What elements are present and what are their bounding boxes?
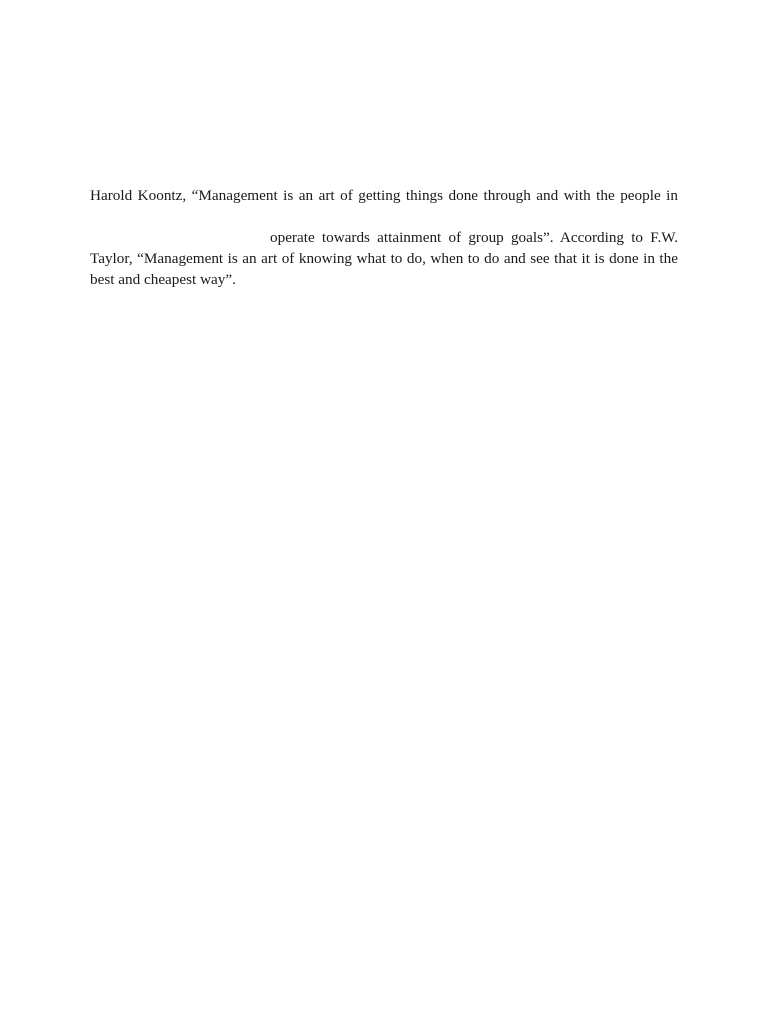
paragraph-line-1: Harold Koontz, “Management is an art of getting things done through and with the people in xyxy=(90,187,678,204)
paragraph-line-2: operate towards attainment of group goals”. According to F.W. xyxy=(270,229,678,246)
paragraph-line-4: best and cheapest way”. xyxy=(90,271,236,288)
paragraph-line-3: Taylor, “Management is an art of knowing what to do, when to do and see that it is done in the xyxy=(90,250,678,267)
